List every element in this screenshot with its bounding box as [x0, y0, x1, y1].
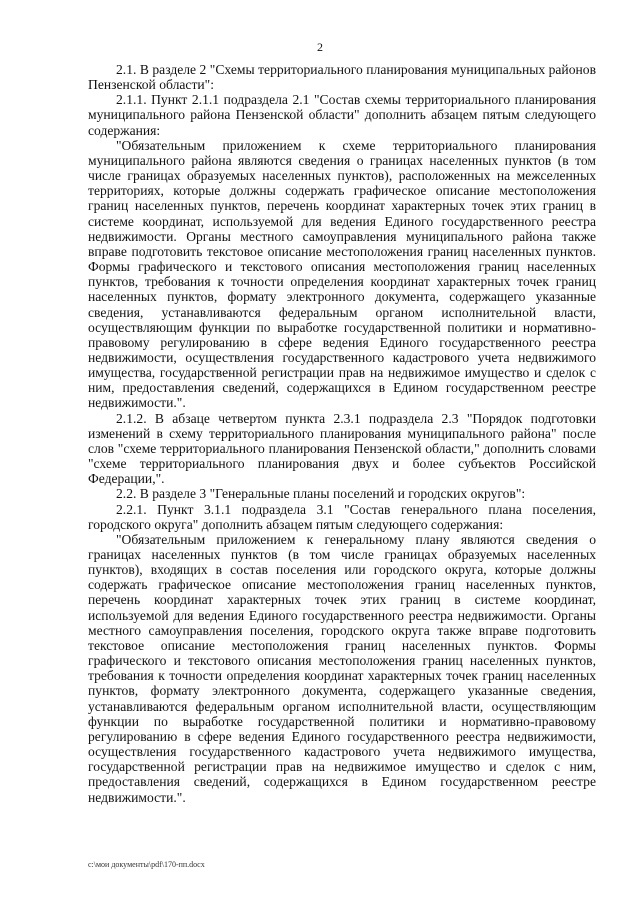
paragraph-quote-2: "Обязательным приложением к генеральному плану являются сведения о границах населенных пунктов (в том числе границах образуемых населенных пунктов), входящих в состав поселения или городского округа, которые должны содержать графическое описание местоположения границ населенных пунктов, перечень координат характерных точек этих границ в системе координат, используемой для ведения Единого государственного реестра недвижимости. Органы местного самоуправления поселения, городского округа также вправе подготовить текстовое описание местоположения границ населенных пунктов. Формы графического и текстового описания местоположения границ населенных пунктов, требования к точности определения координат характерных точек границ населенных пунктов, формату электронного документа, содержащего указанные сведения, устанавливаются федеральным органом исполнительной власти, осуществляющим функции по выработке государственной политики и нормативно-правовому регулированию в сфере ведения Единого государственного реестра недвижимости, осуществления государственного кадастрового учета недвижимого имущества, государственной регистрации прав на недвижимое имущество и сделок с ним, предоставления сведений, содержащихся в Едином государственном реестре недвижимости.". [88, 531, 596, 805]
page-number: 2 [317, 40, 323, 54]
paragraph-2-1: 2.1. В разделе 2 "Схемы территориального планирования муниципальных районов Пензенской области": [88, 62, 596, 93]
paragraph-quote-1: "Обязательным приложением к схеме территориального планирования муниципального района являются сведения о границах населенных пунктов (в том числе границах образуемых населенных пунктов), расположенных на межселенных территориях, которые должны содержать графическое описание местоположения границ населенных пунктов, перечень координат характерных точек этих границ в системе координат, используемой для ведения Единого государственного реестра недвижимости. Органы местного самоуправления муниципального района также вправе подготовить текстовое описание местоположения границ населенных пунктов. Формы графического и текстового описания местоположения границ населенных пунктов, требования к точности определения координат характерных точек границ населенных пунктов, формату электронного документа, содержащего указанные сведения, устанавливаются федеральным органом исполнительной власти, осуществляющим функции по выработке государственной политики и нормативно-правовому регулированию в сфере ведения Единого государственного реестра недвижимости, осуществления государственного кадастрового учета недвижимого имущества, государственной регистрации прав на недвижимое имущество и сделок с ним, предоставления сведений, содержащихся в Едином государственном реестре недвижимости.". [88, 137, 596, 411]
paragraph-2-1-1: 2.1.1. Пункт 2.1.1 подраздела 2.1 "Состав схемы территориального планирования муниципального района Пензенской области" дополнить абзацем пятым следующего содержания: [88, 92, 596, 138]
paragraph-2-1-2: 2.1.2. В абзаце четвертом пункта 2.3.1 подраздела 2.3 "Порядок подготовки изменений в схему территориального планирования муниципального района" после слов "схеме территориального планирования Пензенской области," дополнить словами "схеме территориального планирования двух и более субъектов Российской Федерации,". [88, 410, 596, 487]
paragraph-2-2: 2.2. В разделе 3 "Генеральные планы поселений и городских округов": [116, 486, 526, 502]
footer-file-path: c:\мои документы\pdf\170-пп.docx [88, 860, 205, 869]
document-body [88, 62, 596, 805]
paragraph-2-2-1: 2.2.1. Пункт 3.1.1 подраздела 3.1 "Состав генерального плана поселения, городского округа" дополнить абзацем пятым следующего содержания: [88, 501, 596, 532]
